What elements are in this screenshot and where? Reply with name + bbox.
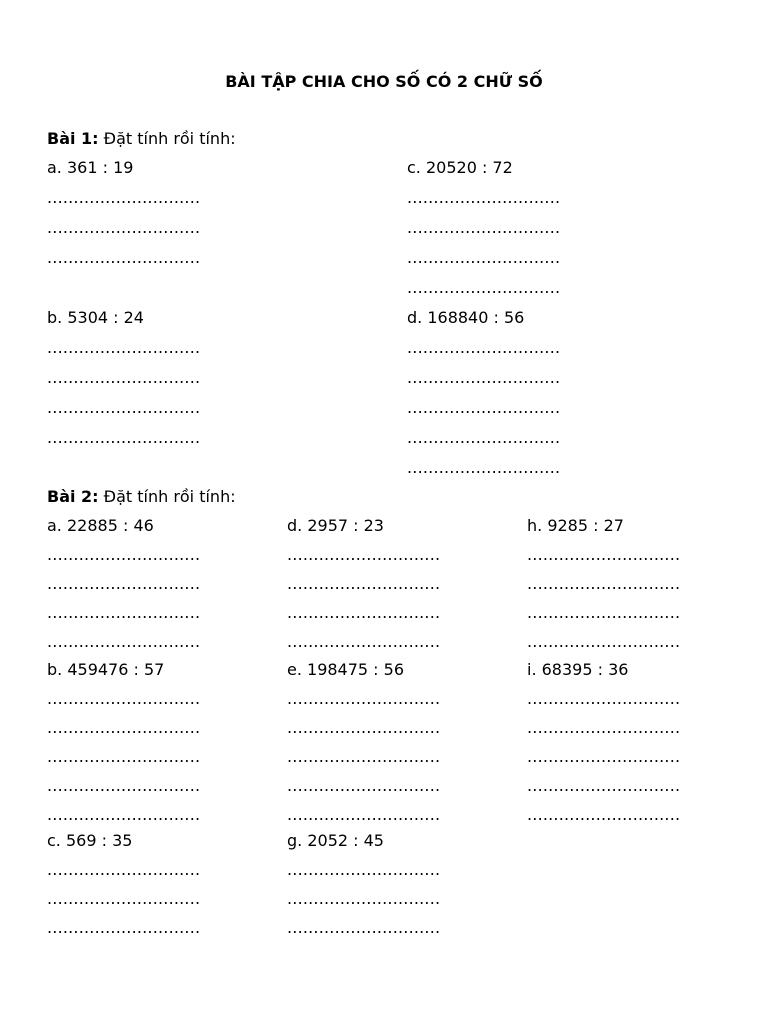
answer-line: .............................	[47, 188, 201, 207]
answer-line: .............................	[287, 632, 441, 651]
problem-text: b. 5304 : 24	[47, 308, 144, 327]
answer-line: .............................	[47, 718, 201, 737]
answer-line: .............................	[527, 603, 681, 622]
answer-line: .............................	[47, 805, 201, 824]
exercise-2-heading	[47, 486, 236, 508]
problem-1d	[407, 307, 560, 479]
answer-line: .............................	[407, 248, 561, 267]
answer-line: .............................	[47, 338, 201, 357]
problem-text: d. 168840 : 56	[407, 308, 525, 327]
problem-2h	[527, 515, 680, 653]
problem-2e	[287, 659, 440, 826]
problem-text: d. 2957 : 23	[287, 516, 384, 535]
problem-2i	[527, 659, 680, 826]
answer-line: .............................	[407, 368, 561, 387]
problem-1c	[407, 157, 560, 299]
worksheet-title: BÀI TẬP CHIA CHO SỐ CÓ 2 CHỮ SỐ	[225, 72, 543, 91]
answer-line: .............................	[527, 776, 681, 795]
answer-line: .............................	[287, 689, 441, 708]
answer-line: .............................	[527, 689, 681, 708]
exercise-1-heading	[47, 128, 236, 150]
answer-line: .............................	[47, 248, 201, 267]
problem-text: c. 569 : 35	[47, 831, 133, 850]
problem-2b	[47, 659, 200, 826]
answer-line: .............................	[287, 860, 441, 879]
answer-line: .............................	[287, 718, 441, 737]
answer-line: .............................	[287, 545, 441, 564]
problem-text: g. 2052 : 45	[287, 831, 384, 850]
answer-line: .............................	[47, 218, 201, 237]
answer-line: .............................	[287, 776, 441, 795]
problem-1b	[47, 307, 200, 449]
answer-line: .............................	[527, 805, 681, 824]
answer-line: .............................	[47, 889, 201, 908]
problem-text: a. 361 : 19	[47, 158, 134, 177]
answer-line: .............................	[47, 860, 201, 879]
answer-line: .............................	[47, 368, 201, 387]
exercise-1-instruction: Đặt tính rồi tính:	[98, 129, 236, 148]
answer-line: .............................	[407, 398, 561, 417]
answer-line: .............................	[287, 574, 441, 593]
answer-line: .............................	[47, 632, 201, 651]
exercise-2-instruction: Đặt tính rồi tính:	[98, 487, 236, 506]
answer-line: .............................	[407, 338, 561, 357]
answer-line: .............................	[527, 632, 681, 651]
answer-line: .............................	[407, 458, 561, 477]
answer-line: .............................	[47, 689, 201, 708]
problem-text: b. 459476 : 57	[47, 660, 165, 679]
answer-line: .............................	[47, 747, 201, 766]
answer-line: .............................	[47, 545, 201, 564]
answer-line: .............................	[407, 188, 561, 207]
answer-line: .............................	[47, 918, 201, 937]
answer-line: .............................	[287, 889, 441, 908]
answer-line: .............................	[47, 776, 201, 795]
exercise-2-label: Bài 2:	[47, 487, 99, 506]
problem-1a	[47, 157, 200, 269]
answer-line: .............................	[527, 747, 681, 766]
answer-line: .............................	[47, 428, 201, 447]
problem-2d	[287, 515, 440, 653]
problem-text: i. 68395 : 36	[527, 660, 629, 679]
problem-text: c. 20520 : 72	[407, 158, 513, 177]
exercise-1-label: Bài 1:	[47, 129, 99, 148]
answer-line: .............................	[407, 428, 561, 447]
answer-line: .............................	[407, 218, 561, 237]
answer-line: .............................	[47, 603, 201, 622]
answer-line: .............................	[527, 718, 681, 737]
problem-text: e. 198475 : 56	[287, 660, 405, 679]
answer-line: .............................	[47, 574, 201, 593]
problem-text: h. 9285 : 27	[527, 516, 624, 535]
answer-line: .............................	[407, 278, 561, 297]
problem-2c	[47, 830, 200, 939]
answer-line: .............................	[287, 747, 441, 766]
problem-text: a. 22885 : 46	[47, 516, 154, 535]
answer-line: .............................	[287, 603, 441, 622]
problem-2g	[287, 830, 440, 939]
answer-line: .............................	[287, 805, 441, 824]
answer-line: .............................	[47, 398, 201, 417]
answer-line: .............................	[527, 545, 681, 564]
answer-line: .............................	[287, 918, 441, 937]
problem-2a	[47, 515, 200, 653]
answer-line: .............................	[527, 574, 681, 593]
